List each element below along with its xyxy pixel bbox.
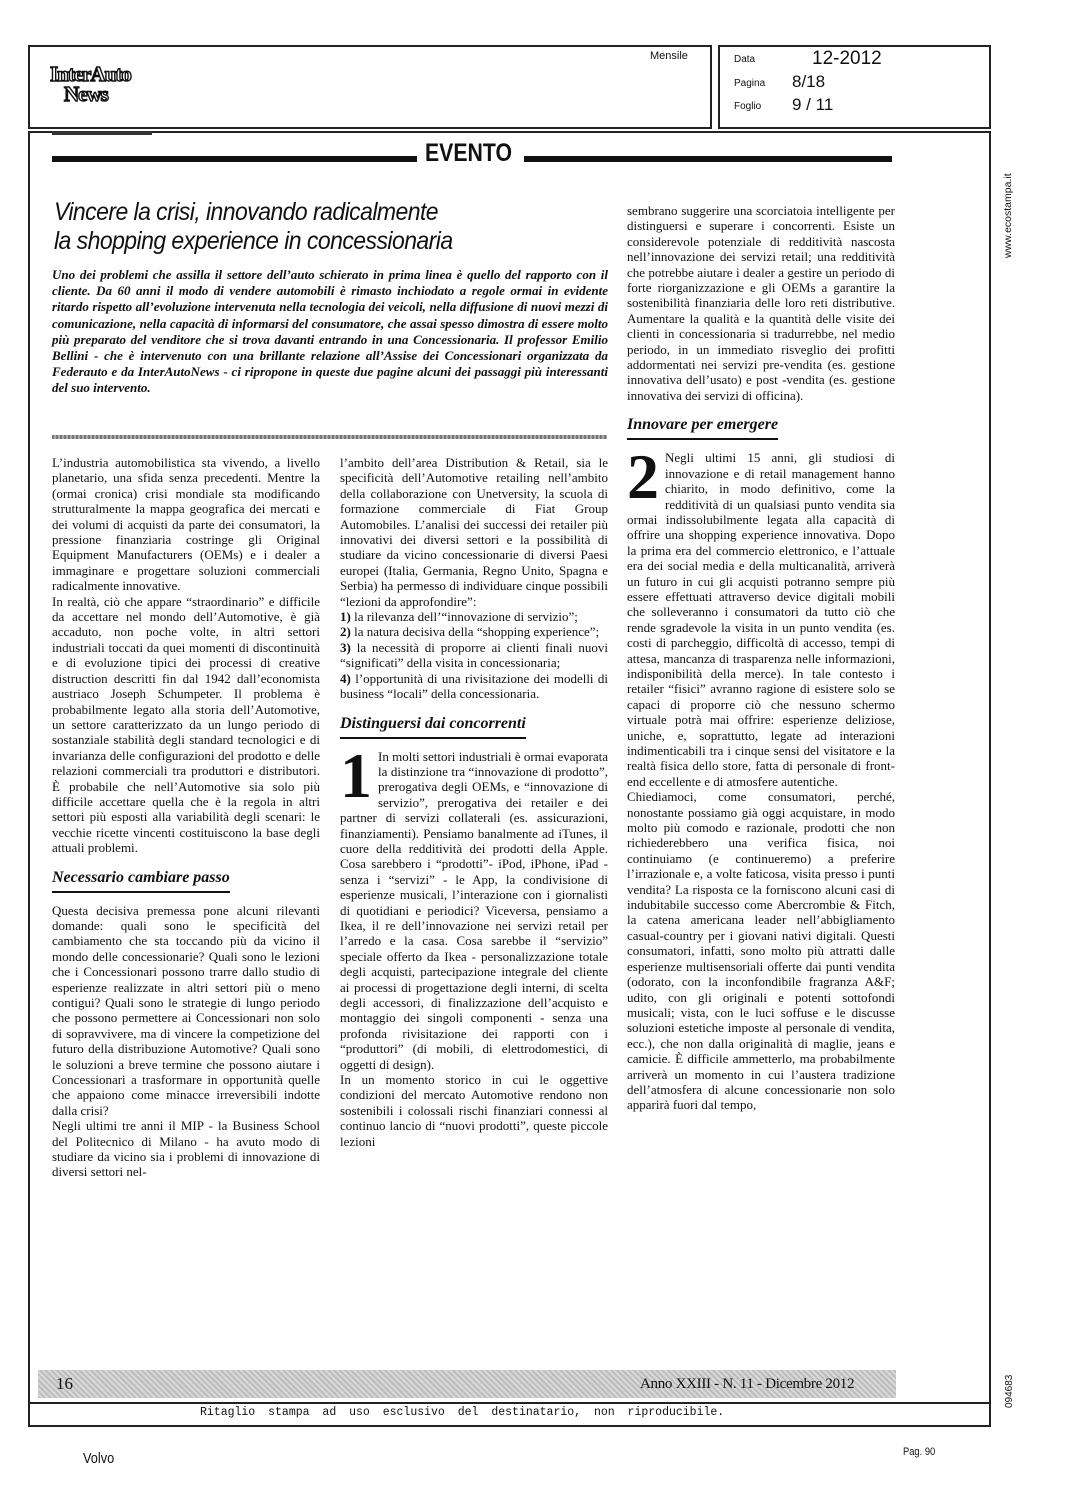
lead-separator bbox=[52, 435, 607, 439]
logo-line-2: News bbox=[64, 82, 108, 106]
title-line-2: la shopping experience in concessionaria bbox=[54, 227, 453, 255]
foglio-value: 9 / 11 bbox=[792, 95, 834, 114]
list-text: l’opportunità di una rivisitazione dei modelli di business “locali” della concessionaria. bbox=[340, 670, 609, 702]
list-number: 4) bbox=[340, 670, 351, 686]
data-label: Data bbox=[734, 54, 756, 65]
section-label: EVENTO bbox=[425, 139, 512, 167]
paragraph: In un momento storico in cui le oggettive condizioni del mercato Automotive rendono non sostenibili i colossali rischi finanziari connessi al continuo lancio di “nuovi prodotti”, queste piccole lezioni bbox=[340, 1072, 608, 1149]
pagina-value: 8/18 bbox=[792, 72, 826, 91]
magazine-page-number: 16 bbox=[56, 1374, 73, 1393]
paragraph: L’industria automobilistica sta vivendo, a livello planetario, una sfida senza precedenti. Mentre la (ormai cronica) crisi mondiale sta modificando strutturalmente la mappa geografica dei mercati e dei volumi di acquisti da parte dei consumatori, la pressione finanziaria costringe gli Original Equipment Manufacturers (OEMs) e i dealer a immaginare e progettare soluzioni commerciali radicalmente innovative. bbox=[52, 455, 320, 594]
list-text: la necessità di proporre ai clienti finali nuovi “significati” della visita in concessionaria; bbox=[340, 639, 609, 671]
side-watermark-url: www.ecostampa.it bbox=[1002, 173, 1014, 258]
client-brand: Volvo bbox=[83, 1450, 115, 1467]
list-number: 2) bbox=[340, 624, 351, 640]
paragraph: Negli ultimi tre anni il MIP - la Business School del Politecnico di Milano - ha avuto modo di studiare da vicino sia i problemi di innovazione di diversi settori nel- bbox=[52, 1118, 320, 1180]
frequency-label: Mensile bbox=[650, 50, 688, 62]
title-line-1: Vincere la crisi, innovando radicalmente bbox=[54, 198, 439, 226]
list-item bbox=[340, 671, 608, 702]
issue-info: Anno XXIII - N. 11 - Dicembre 2012 bbox=[640, 1376, 855, 1392]
paragraph-text: In molti settori industriali è ormai evaporata la distinzione tra “innovazione di prodotto”, prerogativa degli OEMs, e “innovazione di servizio”, prerogativa dei retailer e dei partner di servizi collaterali (es. assicurazioni, finanziamenti). Pensiamo banalmente ad iTunes, il cuore della redditività dei prodotti della Apple. Cosa sarebbero i “prodotti”- iPod, iPhone, iPad - senza i “servizi” - le App, la condivisione di esperienze musicali, l’interazione con i giornalisti di quotidiani e periodici? Viceversa, pensiamo a Ikea, il re dell’innovazione nei servizi retail per l’arredo e la casa. Cosa sarebbe il “servizio” speciale offerto da Ikea - personalizzazione totale degli acquisti, partecipazione integrale del cliente ai processi di progettazione degli interni, di scelta degli accessori, di finalizzazione dell’acquisto e montaggio dei singoli componenti - senza una profonda rivisitazione dei rapporti con i “produttori” (di mobili, di elettrodomestici, di oggetti di design). bbox=[340, 748, 608, 1072]
paragraph: Questa decisiva premessa pone alcuni rilevanti domande: quali sono le specificità del cambiamento che sta toccando più da vicino il mondo delle concessionarie? Quali sono le lezioni che i Concessionari possono trarre dallo studio di esperienze realizzate in altri settori più o meno contigui? Quali sono le strategie di lungo periodo che possono permettere ai Concessionari non solo di sopravvivere, ma di vincere la competizione del futuro della distribuzione Automotive? Quali sono le soluzioni a breve termine che possono aiutare i Concessionari a trasformare in opportunità quelle che appaiono come minacce irreversibili indotte dalla crisi? bbox=[52, 902, 320, 1118]
header-masthead-box bbox=[28, 45, 712, 129]
clipping-notice: Ritaglio stampa ad uso esclusivo del destinatario, non riproducibile. bbox=[200, 1406, 725, 1419]
drop-cap: 1 bbox=[340, 739, 372, 811]
paragraph-text: Negli ultimi 15 anni, gli studiosi di innovazione e di retail management hanno chiarito, in modo definitivo, come la redditività di un qualsiasi punto vendita sia ormai indissolubilmente legata alla capacità di offrire una shopping experience innovativa. Dopo la prima era del commercio elettronico, e l’attuale era dei social media e della multicanalità, arriverà un futuro in cui gli acquisti potranno sempre più essere effettuati attraverso device digitali mobili che solleveranno i consumatori da tutto ciò che rende sgradevole la visita in un punto vendita (es. costi di parcheggio, difficoltà di accesso, tempi di attesa, mancanza di trasparenza nelle informazioni, indisponibilità della merce). In tale contesto i retailer “fisici” avranno ragione di esistere solo se capaci di proporre ciò che nessuno schermo virtuale potrà mai offrire: esperienze deliziose, uniche, e, soprattutto, legate ad interazioni indimenticabili tra i cinque sensi del visitatore e la realtà fisica dello store, fatta di personale di front-end eccellente e di atmosfere autentiche. bbox=[627, 450, 895, 789]
section-rule-left bbox=[52, 156, 417, 162]
list-item bbox=[340, 609, 608, 624]
section-rule-right bbox=[524, 156, 892, 162]
pagina-label: Pagina bbox=[734, 78, 766, 89]
paragraph: Chiediamoci, come consumatori, perché, nonostante possiamo già oggi acquistare, in modo molto più comodo e razionale, prodotti che non richiederebbero una verifica fisica, noi continuiamo (e continueremo) a preferire l’irrazionale e, a volte faticosa, visita presso i punti vendita? La risposta ce la forniscono alcuni casi di indubitabile successo come Abercrombie & Fitch, la catena americana leader nell’abbigliamento casual-country per i giovani nativi digitali. Questi consumatori, infatti, sono molto più attratti dalle esperienze multisensoriali offerte dai punti vendita (odorato, con la inconfondibile fragranza A&F; udito, con gli originali e potenti sottofondi musicali; vista, con le luci soffuse e le discusse soluzioni estetiche imposte al personale di vendita, ecc.), che non dalla originalità di maglie, jeans e camicie. È difficile ammetterlo, ma probabilmente arriverà un momento in cui l’austera tradizione dell’atmosfera di alcune concessionarie non solo apparirà fuori dal tempo, bbox=[627, 789, 895, 1113]
article-lead: Uno dei problemi che assilla il settore dell’auto schierato in prima linea è quello del rapporto con il cliente. Da 60 anni il modo di vendere automobili è rimasto inchiodato a regole ormai in evidente ritardo rispetto all’evoluzione intervenuta nella tecnologia dei veicoli, nella diffusione di nuovi mezzi di comunicazione, nella capacità di informarsi del consumatore, che assai spesso dimostra di essere molto più preparato del venditore che si trova davanti entrando in una Concessionaria. Il professor Emilio Bellini - che è intervenuto con una brillante relazione all’Assise dei Concessionari organizzata da Federauto e da InterAutoNews - ci ripropone in queste due pagine alcuni dei passaggi più interessanti del suo intervento. bbox=[52, 267, 608, 396]
paragraph bbox=[340, 739, 608, 1073]
foglio-label: Foglio bbox=[734, 101, 762, 112]
subheading: Distinguersi dai concorrenti bbox=[340, 714, 526, 739]
drop-cap: 2 bbox=[627, 441, 659, 513]
logo-line-1: InterAuto bbox=[50, 62, 131, 86]
subheading: Necessario cambiare passo bbox=[52, 868, 230, 893]
list-number: 3) bbox=[340, 639, 351, 655]
list-number: 1) bbox=[340, 609, 351, 625]
list-item bbox=[340, 624, 608, 639]
article-column-1 bbox=[52, 455, 320, 1180]
list-text: la natura decisiva della “shopping experience”; bbox=[354, 624, 600, 640]
cropped-header-remnant bbox=[52, 131, 152, 135]
subheading: Innovare per emergere bbox=[627, 415, 778, 440]
paragraph: l’ambito dell’area Distribution & Retail, sia le specificità dell’Automotive retailing nell’ambito della collaborazione con Unetversity, la scuola di formazione commerciale di Fiat Group Automobiles. L’analisi dei successi dei retailer più innovativi dei diversi settori e la possibilità di studiare da vicino concessionarie di diversi Paesi europei (Italia, Germania, Regno Unito, Spagna e Serbia) ha permesso di individuare cinque possibili “lezioni da approfondire”: bbox=[340, 455, 608, 609]
paragraph: In realtà, ciò che appare “straordinario” e difficile da accettare nel mondo dell’Automotive, è già accaduto, non poche volte, in altri settori industriali toccati da quei momenti di discontinuità e di evoluzione tipici dei processi di creative distruction descritti fin dal 1942 dall’economista austriaco Joseph Schumpeter. Il problema è probabilmente legato alla storia dell’Automotive, un settore caratterizzato da un lungo periodo di sostanziale stabilità degli standard tecnologici e di invarianza delle configurazioni del prodotto e delle relazioni commerciali tra produttori e distributori. È probabile che nell’Automotive sia solo più difficile accettare quella che è la regola in altri settori più esposti alla variabilità degli scenari: le vecchie ricette vincenti costituiscono la base degli attuali problemi. bbox=[52, 593, 320, 856]
report-page-number: Pag. 90 bbox=[903, 1446, 936, 1458]
list-text: la rilevanza dell’“innovazione di servizio”; bbox=[354, 609, 578, 625]
paragraph: sembrano suggerire una scorciatoia intelligente per distinguersi e superare i concorrenti. Esiste un considerevole potenziale di redditività nascosta nell’innovazione dei servizi retail; una redditività che potrebbe aiutare i dealer a gestire un periodo di forte riorganizzazione e gli OEMs a garantire la sostenibilità finanziaria delle loro reti distributive. Aumentare la qualità e la quantità delle visite dei clienti in concessionaria si tradurrebbe, nel medio periodo, in un immediato risveglio dei profitti addormentati nei servizi pre-vendita (es. gestione innovativa dell’usato) e post -vendita (es. gestione innovativa dei servizi di officina). bbox=[627, 203, 895, 403]
list-item bbox=[340, 640, 608, 671]
data-value: 12-2012 bbox=[812, 48, 882, 69]
article-column-3 bbox=[627, 203, 895, 1113]
article-column-2 bbox=[340, 455, 608, 1149]
side-document-code: 094683 bbox=[1004, 1374, 1015, 1408]
publication-logo bbox=[50, 64, 130, 110]
paragraph bbox=[627, 441, 895, 789]
article-title bbox=[54, 198, 453, 256]
